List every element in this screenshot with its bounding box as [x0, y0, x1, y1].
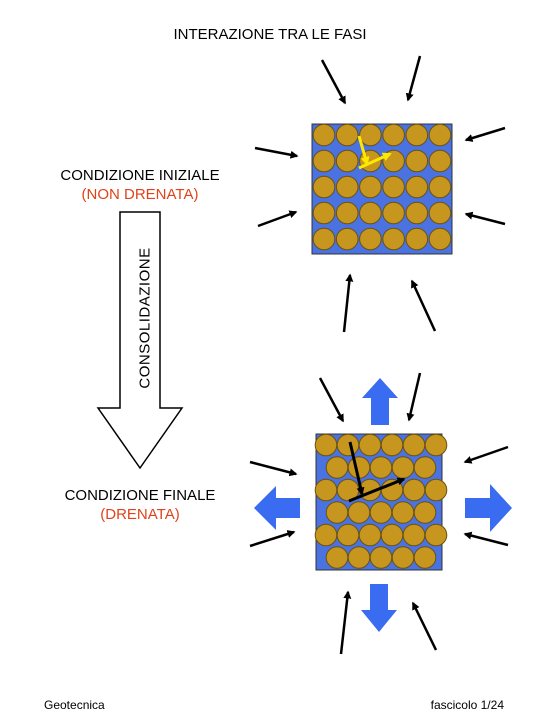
pressure-arrow [408, 56, 420, 100]
soil-grain [392, 547, 414, 569]
soil-grain [370, 457, 392, 479]
soil-grain [336, 202, 358, 224]
soil-grain [429, 228, 451, 250]
pressure-arrow [466, 128, 505, 140]
pressure-arrow [409, 373, 420, 420]
pressure-arrow [250, 532, 294, 546]
soil-grain [414, 502, 436, 524]
footer-subject: Geotecnica [44, 698, 105, 712]
soil-grain [313, 124, 335, 146]
pressure-arrow [250, 462, 296, 474]
pressure-arrow [322, 60, 345, 103]
soil-grain [326, 547, 348, 569]
soil-grain [326, 457, 348, 479]
soil-grain [425, 524, 447, 546]
initial-state-title: CONDIZIONE INIZIALE [60, 167, 220, 184]
soil-grain [403, 434, 425, 456]
final-soil-sample [315, 434, 447, 570]
flow-arrow-left [254, 486, 300, 530]
consolidation-label: CONSOLIDAZIONE [136, 247, 154, 389]
flow-arrow-down [361, 584, 397, 632]
soil-grain [381, 434, 403, 456]
pressure-arrow [320, 378, 343, 421]
soil-grain [392, 502, 414, 524]
soil-grain [383, 150, 405, 172]
soil-grain [315, 524, 337, 546]
flow-arrow-up [362, 378, 398, 425]
soil-grain [359, 524, 381, 546]
soil-grain [360, 228, 382, 250]
final-state-subtitle: (DRENATA) [100, 506, 180, 523]
soil-grain [348, 502, 370, 524]
soil-grain [403, 524, 425, 546]
soil-grain [370, 502, 392, 524]
soil-grain [403, 479, 425, 501]
pressure-arrow [258, 212, 296, 226]
soil-grain [315, 434, 337, 456]
pressure-arrow [466, 214, 505, 224]
soil-grain [381, 524, 403, 546]
soil-grain [383, 202, 405, 224]
soil-grain [348, 547, 370, 569]
pressure-arrow [413, 603, 436, 650]
final-state-title: CONDIZIONE FINALE [64, 487, 216, 504]
soil-grain [425, 479, 447, 501]
soil-grain [383, 124, 405, 146]
soil-grain [406, 150, 428, 172]
soil-grain [336, 176, 358, 198]
soil-grain [429, 176, 451, 198]
soil-grain [337, 524, 359, 546]
soil-grain [360, 124, 382, 146]
soil-grain [337, 434, 359, 456]
soil-grain [336, 228, 358, 250]
soil-grain [392, 457, 414, 479]
soil-grain [406, 176, 428, 198]
soil-grain [406, 228, 428, 250]
soil-grain [313, 228, 335, 250]
soil-grain [429, 202, 451, 224]
soil-grain [360, 202, 382, 224]
soil-grain [406, 202, 428, 224]
soil-grain [370, 547, 392, 569]
soil-grain [326, 502, 348, 524]
soil-grain [336, 124, 358, 146]
soil-grain [429, 124, 451, 146]
soil-grain [336, 150, 358, 172]
soil-grain [313, 202, 335, 224]
soil-grain [383, 176, 405, 198]
soil-grain [360, 176, 382, 198]
soil-grain [406, 124, 428, 146]
page-title: INTERAZIONE TRA LE FASI [173, 26, 367, 43]
pressure-arrow [255, 148, 297, 156]
flow-arrow-right [465, 484, 512, 532]
soil-grain [313, 176, 335, 198]
soil-grain [313, 150, 335, 172]
pressure-arrow [412, 281, 435, 331]
initial-soil-sample [312, 124, 452, 254]
initial-state-subtitle: (NON DRENATA) [81, 186, 199, 203]
soil-grain [359, 434, 381, 456]
soil-grain [425, 434, 447, 456]
pressure-arrow [465, 447, 508, 462]
footer-page: fascicolo 1/24 [430, 698, 504, 712]
soil-grain [315, 479, 337, 501]
soil-grain [429, 150, 451, 172]
soil-grain [414, 457, 436, 479]
pressure-arrow [465, 534, 508, 545]
soil-grain [383, 228, 405, 250]
pressure-arrow [341, 592, 348, 654]
soil-grain [414, 547, 436, 569]
pressure-arrow [344, 275, 350, 332]
